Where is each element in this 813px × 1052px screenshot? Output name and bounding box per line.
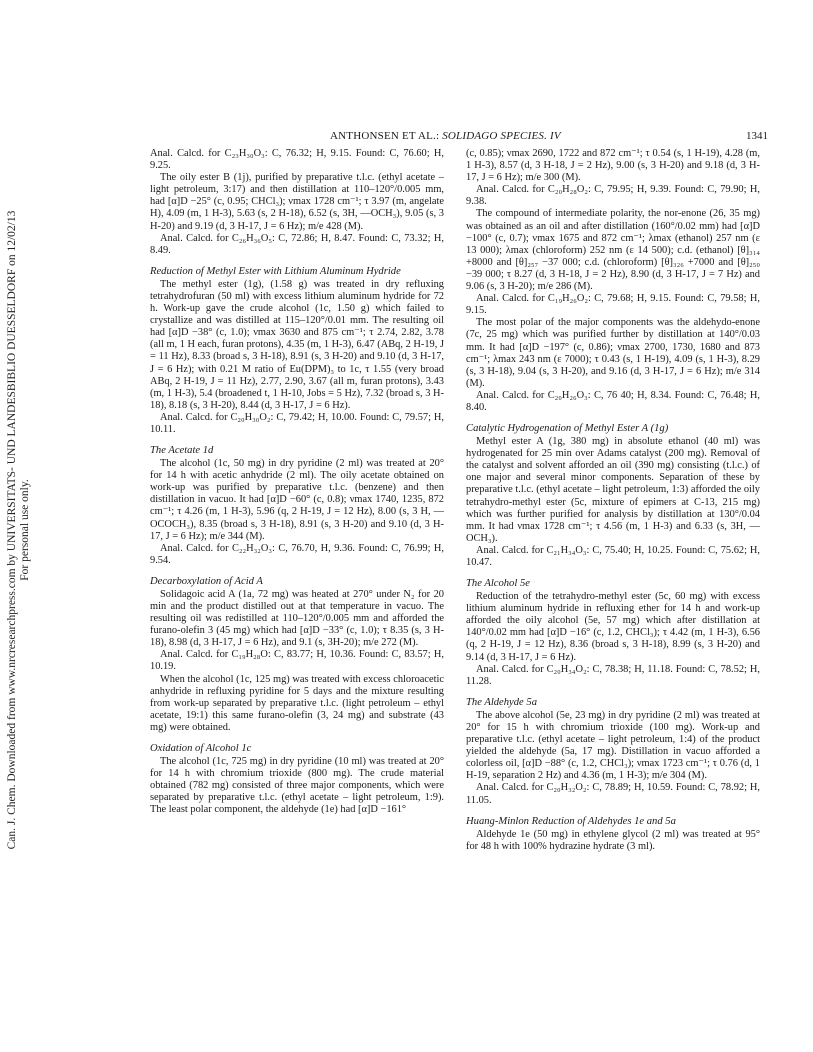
paragraph: Anal. Calcd. for C₂₀H₃₂O₂: C, 78.89; H, 10.59. Found: C, 78.92; H, 11.05. — [466, 782, 760, 806]
section-heading: The Aldehyde 5a — [466, 696, 538, 708]
section-heading: Oxidation of Alcohol 1c — [150, 743, 252, 755]
running-head — [330, 130, 561, 142]
section-heading: Reduction of Methyl Ester with Lithium Aluminum Hydride — [150, 265, 401, 277]
paragraph: Anal. Calcd. for C₂₀H₂₈O₂: C, 79.95; H, 9.39. Found: C, 79.90; H, 9.38. — [466, 184, 760, 208]
download-notice-line-1: Can. J. Chem. Downloaded from www.nrcresearchpress.com by UNIVERSITATS- UND LANDESBIBLIO DUESSELDORF on 12/02/13 — [6, 210, 18, 850]
paragraph: Solidagoic acid A (1a, 72 mg) was heated at 270° under N₂ for 20 min and the product distilled out at that temperature in vacuo. The resulting oil was redistilled at 110–120°/0.005 mm and afforded the furano-olefin 3 (45 mg) which had [α]D −33° (c, 1.0); τ 8.35 (s, 3 H-18), 8.98 (d, 3 H-17, J = 6 Hz), and 9.1 (s, 3H-20); m/e 272 (M). — [150, 588, 444, 649]
paragraph: Anal. Calcd. for C₂₀H₃₀O₂: C, 79.42; H, 10.00. Found: C, 79.57; H, 10.11. — [150, 411, 444, 435]
paragraph: The compound of intermediate polarity, the nor-enone (26, 35 mg) was obtained as an oil and after distillation (160°/0.02 mm) had [α]D −100° (c, 0.7); νmax 1675 and 872 cm⁻¹; λmax (ethanol) 257 nm (ε 13 000); λmax (chloroform) 252 nm (ε 14 500); c.d. (ethanol) [θ]₃₁₄ +8000 and [θ]₂₅₇ −37 000; c.d. (chloroform) [θ]₃₂₆ +7000 and [θ]₂₅₀ −39 000; τ 8.27 (d, 3 H-18, J = 2 Hz), 8.90 (d, 3 H-17, J = 7 Hz) and 9.06 (s, 3 H-20); m/e 286 (M). — [466, 208, 760, 293]
paragraph: Methyl ester A (1g, 380 mg) in absolute ethanol (40 ml) was hydrogenated for 25 min over Adams catalyst (200 mg). Removal of the catalyst and solvent afforded an oil (390 mg) consisting (t.l.c.) of one major and several minor components. Separation of these by preparative t.l.c. (ethyl acetate – light petroleum, 1:3) afforded the oily tetrahydro-methyl ester (5c, mixture of epimers at C-13, 215 mg) which was further purified for analysis by distillation at 130°/0.04 mm. It had νmax 1728 cm⁻¹; τ 4.56 (m, 1 H-3) and 6.33 (s, 3H, —OCH₃). — [466, 436, 760, 544]
paragraph: When the alcohol (1c, 125 mg) was treated with excess chloroacetic anhydride in refluxing pyridine for 5 days and the mixture resulting from work-up separated by preparative t.l.c. (light petroleum – ethyl acetate, 19:1) this same furano-olefin (3, 24 mg) and substrate (43 mg) were obtained. — [150, 673, 444, 733]
right-column — [466, 148, 760, 853]
section-heading: The Alcohol 5e — [466, 578, 530, 590]
left-column — [150, 148, 444, 817]
paragraph: The oily ester B (1j), purified by preparative t.l.c. (ethyl acetate – light petroleum, 3:17) and then distillation at 110–120°/0.005 mm, had [α]D −25° (c, 0.95; CHCl₃); νmax 1728 cm⁻¹; τ 3.97 (m, angelate H), 4.09 (m, 1 H-3), 5.63 (s, 2 H-18), 6.52 (s, 3H, —OCH₃), 9.05 (s, 3 H-20) and 9.19 (d, 3 H-17, J = 6 Hz); m/e 428 (M). — [150, 172, 444, 232]
paragraph: (c, 0.85); νmax 2690, 1722 and 872 cm⁻¹; τ 0.54 (s, 1 H-19), 4.28 (m, 1 H-3), 8.57 (d, 3 H-18, J = 2 Hz), 9.00 (s, 3 H-20) and 9.18 (d, 3 H-17, J = 6 Hz); m/e 300 (M). — [466, 148, 760, 184]
paragraph: Anal. Calcd. for C₂₆H₃₆O₅: C, 72.86; H, 8.47. Found: C, 73.32; H, 8.49. — [150, 232, 444, 256]
paragraph: Reduction of the tetrahydro-methyl ester (5c, 60 mg) with excess lithium aluminum hydride in refluxing ether for 14 h and work-up afforded the oily alcohol (5e, 57 mg) which after distillation at 140°/0.02 mm had [α]D −16° (c, 1.2, CHCl₃); τ 4.42 (m, 1 H-3), 6.56 (q, 2 H-19, J = 12 Hz), 8.36 (broad s, 3 H-18), 8.99 (s, 3 H-20) and 9.14 (d, 3 H-17, J = 6 Hz). — [466, 591, 760, 663]
paragraph: Anal. Calcd. for C₁₉H₂₆O₂: C, 79.68; H, 9.15. Found: C, 79.58; H, 9.15. — [466, 293, 760, 317]
section-heading: Huang-Minlon Reduction of Aldehydes 1e and 5a — [466, 815, 676, 827]
paragraph: Anal. Calcd. for C₂₁H₃₄O₃: C, 75.40; H, 10.25. Found: C, 75.62; H, 10.47. — [466, 544, 760, 568]
paragraph: Aldehyde 1e (50 mg) in ethylene glycol (2 ml) was treated at 95° for 48 h with 100% hydrazine hydrate (3 ml). — [466, 828, 760, 852]
paragraph: Anal. Calcd. for C₂₀H₃₄O₂: C, 78.38; H, 11.18. Found: C, 78.52; H, 11.28. — [466, 663, 760, 687]
page-number: 1341 — [746, 130, 768, 142]
paragraph: The above alcohol (5e, 23 mg) in dry pyridine (2 ml) was treated at 20° for 15 h with chromium trioxide (100 mg). Work-up and preparative t.l.c. (ethyl acetate – light petroleum, 1:4) of the product yielded the aldehyde (5a, 17 mg). Distillation in vacuo afforded a colorless oil, [α]D −88° (c, 1.2, CHCl₃); νmax 1723 cm⁻¹; τ 0.76 (d, 1 H-19, separation 2 Hz) and 4.36 (m, 1 H-3); m/e 304 (M). — [466, 709, 760, 782]
paragraph: Anal. Calcd. for C₁₉H₂₈O: C, 83.77; H, 10.36. Found: C, 83.57; H, 10.19. — [150, 649, 444, 673]
paragraph: The alcohol (1c, 725 mg) in dry pyridine (10 ml) was treated at 20° for 14 h with chromium trioxide (800 mg). The crude material obtained (782 mg) consisted of three major components, which were separated by preparative t.l.c. (ethyl acetate – light petroleum, 1:9). The least polar component, the aldehyde (1e) had [α]D −161° — [150, 756, 444, 816]
section-heading: Decarboxylation of Acid A — [150, 575, 263, 587]
paragraph: Anal. Calcd. for C₂₃H₃₀O₃: C, 76.32; H, 9.15. Found: C, 76.60; H, 9.25. — [150, 148, 444, 172]
section-heading: Catalytic Hydrogenation of Methyl Ester A (1g) — [466, 423, 669, 435]
running-head-title: SOLIDAGO SPECIES. IV — [442, 130, 561, 142]
download-notice-line-2: For personal use only. — [18, 479, 31, 581]
paragraph: Anal. Calcd. for C₂₀H₂₆O₃: C, 76 40; H, 8.34. Found: C, 76.48; H, 8.40. — [466, 389, 760, 413]
running-head-authors: ANTHONSEN ET AL.: — [330, 130, 440, 142]
paragraph: The methyl ester (1g), (1.58 g) was treated in dry refluxing tetrahydrofuran (50 ml) with excess lithium aluminum hydride for 72 h. Work-up gave the crude alcohol (1c, 1.50 g) which failed to crystallize and was distilled at 115–120°/0.01 mm. The resulting oil had [α]D −38° (c, 1.0); νmax 3630 and 875 cm⁻¹; τ 2.74, 2.82, 3.78 (all m, 1 H each, furan protons), 4.35 (m, 1 H-3), 6.47 (ABq, 2 H-19, J = 11 Hz), 8.33 (broad s, 3 H-18), 8.91 (s, 3 H-20) and 9.10 (d, 3 H-17, J = 6 Hz); with 0.21 M ratio of Eu(DPM)₃ to 1c, τ 1.55 (very broad ABq, 2 H-19, J = 11 Hz), 2.77, 2.90, 3.67 (all m, furan protons), 3.43 (m, 1 H-3), 5.4 (broadened t, 1 H-10, Jobs = 5 Hz), 7.32 (broad s, 3 H-18), 8.18 (s, 3 H-20), 8.44 (d, 3 H-17, J = 6 Hz). — [150, 278, 444, 411]
download-notice — [6, 160, 32, 900]
section-heading: The Acetate 1d — [150, 445, 214, 457]
paragraph: The alcohol (1c, 50 mg) in dry pyridine (2 ml) was treated at 20° for 14 h with acetic anhydride (2 ml). The oily acetate obtained on work-up was purified by preparative t.l.c. (benzene) and then distillation in vacuo. It had [α]D −60° (c, 0.8); νmax 1740, 1235, 872 cm⁻¹; τ 4.26 (m, 1 H-3), 5.96 (q, 2 H-19, J = 12 Hz), 8.00 (s, 3 H, —OCOCH₃), 8.35 (broad s, 3 H-18), 8.91 (s, 3 H-20) and 9.10 (d, 3 H-17, J = 6 Hz); m/e 344 (M). — [150, 458, 444, 542]
paragraph: Anal. Calcd. for C₂₂H₃₂O₃: C, 76.70, H, 9.36. Found: C, 76.99; H, 9.54. — [150, 542, 444, 566]
paragraph: The most polar of the major components was the aldehydo-enone (7c, 25 mg) which was purified further by distillation at 140°/0.03 mm. It had [α]D −197° (c, 0.86); νmax 2700, 1730, 1680 and 873 cm⁻¹; λmax 243 nm (ε 7000); τ 0.43 (s, 1 H-19), 4.09 (s, 1 H-3), 8.29 (s, 3 H-18), 9.04 (s, 3 H-20), and 9.16 (d, 3 H-17, J = 6 Hz); m/e 314 (M). — [466, 317, 760, 389]
